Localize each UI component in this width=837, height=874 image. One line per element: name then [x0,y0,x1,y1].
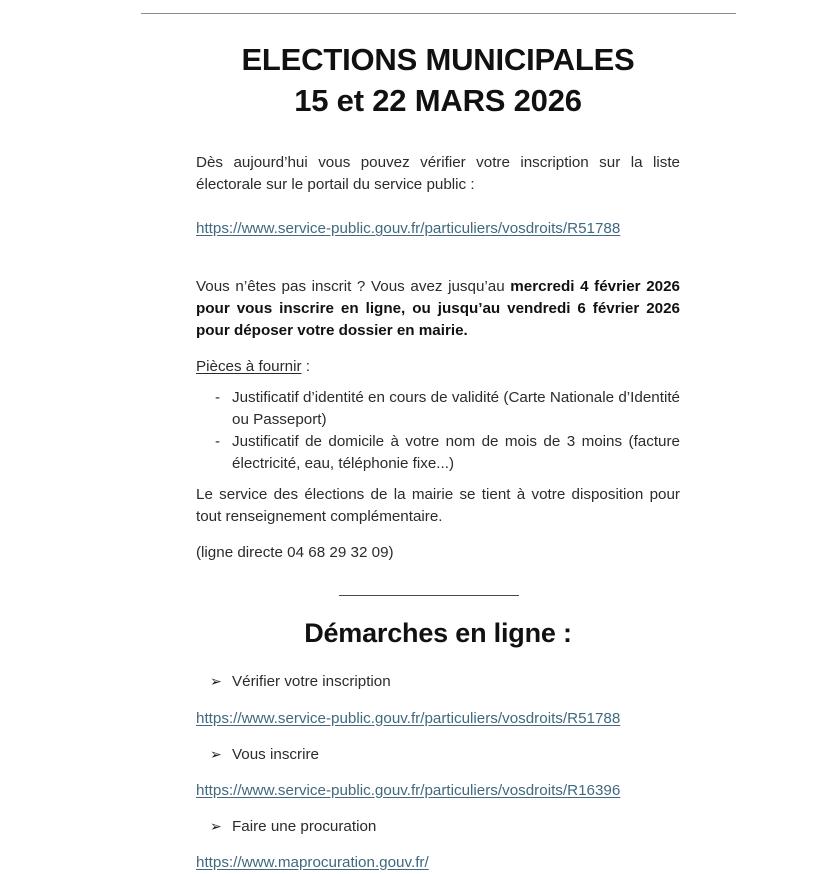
contact-paragraph: Le service des élections de la mairie se tient à votre disposition pour tout renseignement complémentaire. [196,486,680,526]
online-section-title: Démarches en ligne : [304,618,572,649]
arrow-bullet-icon: ➢ [210,745,222,762]
online-entry-label: Vous inscrire [232,745,319,763]
documents-heading-suffix: : [301,358,310,376]
online-entry-label-row [196,671,680,693]
page-title-line-2: 15 et 22 MARS 2026 [294,83,582,118]
contact-phone-line: (ligne directe 04 68 29 32 09) [196,544,394,562]
online-entry-link-verifier[interactable]: https://www.service-public.gouv.fr/particuliers/vosdroits/R51788 [196,709,621,727]
section-separator [196,586,680,604]
header-divider [141,13,736,14]
online-entry-label: Faire une procuration [232,817,377,835]
intro-paragraph: Dès aujourd’hui vous pouvez vérifier votre inscription sur la liste électorale sur le portail du service public : [196,154,680,194]
document-content [196,44,680,874]
intro-verification-link[interactable]: https://www.service-public.gouv.fr/particuliers/vosdroits/R51788 [196,220,621,238]
online-entry-link-inscrire[interactable]: https://www.service-public.gouv.fr/particuliers/vosdroits/R16396 [196,781,621,799]
required-documents-list [196,387,680,475]
separator-rule [339,595,519,596]
dash-marker-icon: - [215,433,221,451]
deadline-paragraph [196,276,680,342]
online-entry-link-procuration[interactable]: https://www.maprocuration.gouv.fr/ [196,853,429,871]
dash-marker-icon: - [215,389,221,407]
list-item [196,387,680,431]
arrow-bullet-icon: ➢ [210,673,222,690]
list-item [196,431,680,475]
page-title-line-1: ELECTIONS MUNICIPALES [241,42,635,77]
documents-heading-label: Pièces à fournir [196,358,302,376]
online-entry-label-row [196,744,680,766]
list-item-label: Justificatif d’identité en cours de validité (Carte Nationale d’Identité ou Passeport) [232,389,680,429]
arrow-bullet-icon: ➢ [210,817,222,834]
list-item-label: Justificatif de domicile à votre nom de mois de 3 moins (facture électricité, eau, téléphonie fixe...) [232,433,680,473]
deadline-bold-text: mercredi 4 février 2026 pour vous inscrire en ligne, ou jusqu’au vendredi 6 février 2026 pour déposer votre dossier en mairie. [196,278,680,340]
online-entry-label-row [196,816,680,838]
deadline-lead-text: Vous n’êtes pas inscrit ? Vous avez jusqu’au [196,278,511,296]
documents-heading [196,356,680,378]
online-entry-label: Vérifier votre inscription [232,673,391,691]
